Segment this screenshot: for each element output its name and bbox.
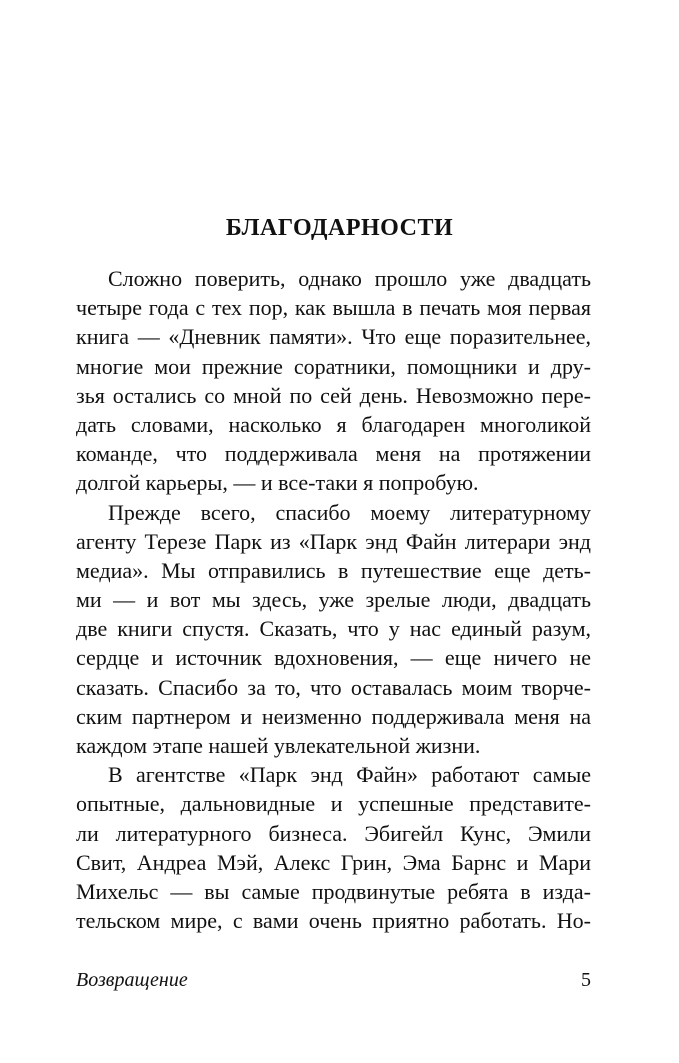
text-line: тельском мире, с вами очень приятно работать. Но-: [76, 908, 591, 934]
text-line: две книги спустя. Сказать, что у нас единый разум,: [76, 616, 591, 642]
running-title: Возвращение: [76, 969, 188, 991]
text-line: книга — «Дневник памяти». Что еще поразительнее,: [76, 324, 591, 350]
text-line: сказать. Спасибо за то, что оставалась моим творче-: [76, 674, 591, 700]
text-line: Михельс — вы самые продвинутые ребята в изда-: [76, 878, 591, 904]
text-line: опытные, дальновидные и успешные представите-: [76, 791, 591, 817]
paragraph-1: [76, 264, 591, 498]
text-line: ми — и вот мы здесь, уже зрелые люди, двадцать: [76, 587, 591, 613]
text-line: команде, что поддерживала меня на протяжении: [76, 441, 591, 467]
text-line: Прежде всего, спасибо моему литературному: [108, 499, 591, 525]
text-line: долгой карьеры, — и все-таки я попробую.: [76, 470, 479, 496]
text-line: зья остались со мной по сей день. Невозможно пере-: [76, 382, 591, 408]
paragraph-2: [76, 498, 591, 761]
text-line: Свит, Андреа Мэй, Алекс Грин, Эма Барнс и Мари: [76, 849, 591, 875]
text-line: агенту Терезе Парк из «Парк энд Файн литерари энд: [76, 528, 591, 554]
page-number: 5: [581, 969, 591, 991]
page-footer: [76, 965, 591, 995]
text-line: четыре года с тех пор, как вышла в печать моя первая: [76, 295, 591, 321]
text-line: дать словами, насколько я благодарен многоликой: [76, 411, 591, 437]
text-line: ли литературного бизнеса. Эбигейл Кунс, Эмили: [76, 820, 591, 846]
body-text: [76, 264, 591, 935]
text-line: медиа». Мы отправились в путешествие еще деть-: [76, 557, 591, 583]
text-line: многие мои прежние соратники, помощники и дру-: [76, 353, 591, 379]
text-line: Сложно поверить, однако прошло уже двадцать: [108, 266, 591, 291]
text-line: сердце и источник вдохновения, — еще ничего не: [76, 645, 591, 671]
text-line: каждом этапе нашей увлекательной жизни.: [76, 733, 481, 758]
paragraph-3: [76, 760, 591, 935]
text-line: ским партнером и неизменно поддерживала меня на: [76, 703, 591, 729]
page-title: БЛАГОДАРНОСТИ: [225, 215, 454, 241]
text-line: В агентстве «Парк энд Файн» работают самые: [108, 762, 591, 788]
